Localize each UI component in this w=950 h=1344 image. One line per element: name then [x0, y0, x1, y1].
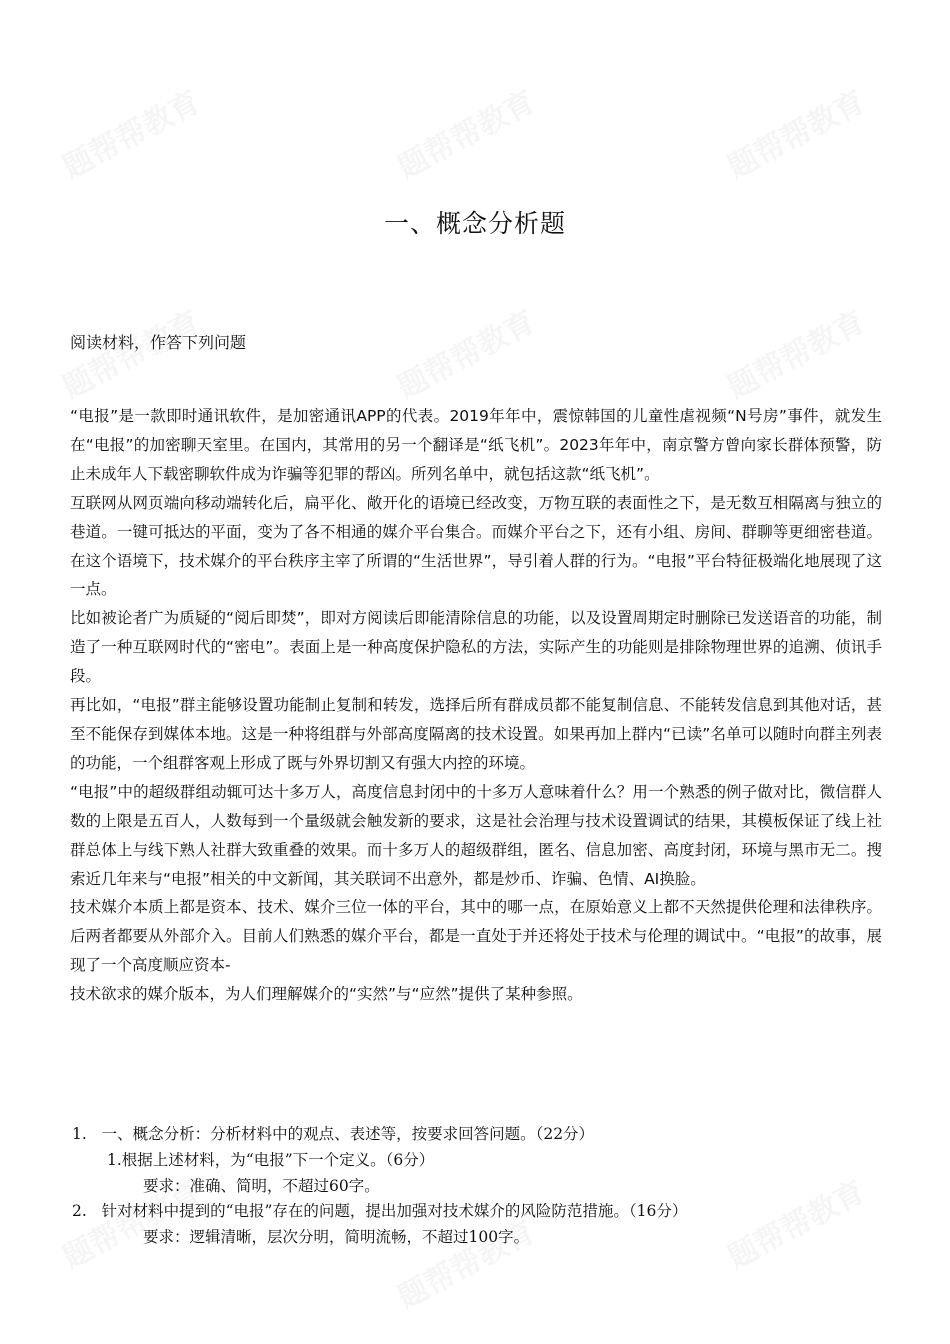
question-1: [72, 1122, 594, 1144]
question-text: 一、概念分析：分析材料中的观点、表述等，按要求回答问题。（22分）: [101, 1125, 595, 1143]
material-paragraph: 技术欲求的媒介版本，为人们理解媒介的“实然”与“应然”提供了某种参照。: [70, 985, 583, 1004]
question-2-requirement: 要求：逻辑清晰，层次分明，简明流畅，不超过100字。: [143, 1228, 530, 1246]
question-2: [72, 1199, 687, 1221]
sub-question-1-requirement: 要求：准确、简明，不超过60字。: [143, 1177, 380, 1195]
question-text: 针对材料中提到的“电报”存在的问题，提出加强对技术媒介的风险防范措施。（16分）: [101, 1202, 688, 1220]
material-paragraph: “电报”是一款即时通讯软件，是加密通讯APP的代表。2019年年中，震惊韩国的儿童性虐视频“N号房”事件，就发生在“电报”的加密聊天室里。在国内，其常用的另一个翻译是“纸飞机”。2023年年中，南京警方曾向家长群体预警，防止未成年人下载密聊软件成为诈骗等犯罪的帮凶。所列名单中，就包括这款“纸飞机”。: [70, 407, 882, 483]
watermark: [388, 77, 541, 186]
page-title: 一、概念分析题: [383, 209, 566, 238]
sub-question-1: 1.根据上述材料，为“电报”下一个定义。（6分）: [107, 1151, 435, 1169]
material-paragraph: 再比如，“电报”群主能够设置功能制止复制和转发，选择后所有群成员都不能复制信息、不能转发信息到其他对话，甚至不能保存到媒体本地。这是一种将组群与外部高度隔离的技术设置。如果再加上群内“已读”名单可以随时向群主列表的功能，一个组群客观上形成了既与外界切割又有强大内控的环境。: [70, 696, 882, 772]
instruction-text: 阅读材料，作答下列问题: [70, 333, 247, 352]
watermark: [718, 77, 871, 186]
watermark: [388, 1207, 541, 1316]
reading-material: [70, 402, 882, 1009]
material-paragraph: 比如被论者广为质疑的“阅后即焚”，即对方阅读后即能清除信息的功能，以及设置周期定时删除已发送语音的功能，制造了一种互联网时代的“密电”。表面上是一种高度保护隐私的方法，实际产生的功能则是排除物理世界的追溯、侦讯手段。: [70, 609, 882, 686]
watermark: [53, 77, 206, 186]
question-number: 1.: [72, 1125, 87, 1143]
material-paragraph: “电报”中的超级群组动辄可达十多万人，高度信息封闭中的十多万人意味着什么？用一个熟悉的例子做对比，微信群人数的上限是五百人，人数每到一个量级就会触发新的要求，这是社会治理与技术设置调试的结果，其模板保证了线上社群总体上与线下熟人社群大致重叠的效果。而十多万人的超级群组，匿名、信息加密、高度封闭，环境与黑市无二。搜索近几年来与“电报”相关的中文新闻，其关联词不出意外，都是炒币、诈骗、色情、AI换脸。: [70, 782, 882, 888]
watermark: [718, 297, 871, 406]
watermark: [718, 1167, 871, 1276]
watermark: [388, 297, 541, 406]
question-number: 2.: [72, 1202, 87, 1220]
material-paragraph: 互联网从网页端向移动端转化后，扁平化、敞开化的语境已经改变，万物互联的表面性之下，是无数互相隔离与独立的巷道。一键可抵达的平面，变为了各不相通的媒介平台集合。而媒介平台之下，还有小组、房间、群聊等更细密巷道。在这个语境下，技术媒介的平台秩序主宰了所谓的“生活世界”，导引着人群的行为。“电报”平台特征极端化地展现了这一点。: [70, 493, 882, 599]
material-paragraph: 技术媒介本质上都是资本、技术、媒介三位一体的平台，其中的哪一点，在原始意义上都不天然提供伦理和法律秩序。后两者都要从外部介入。目前人们熟悉的媒介平台，都是一直处于并还将处于技术与伦理的调试中。“电报”的故事，展现了一个高度顺应资本-: [70, 898, 882, 975]
